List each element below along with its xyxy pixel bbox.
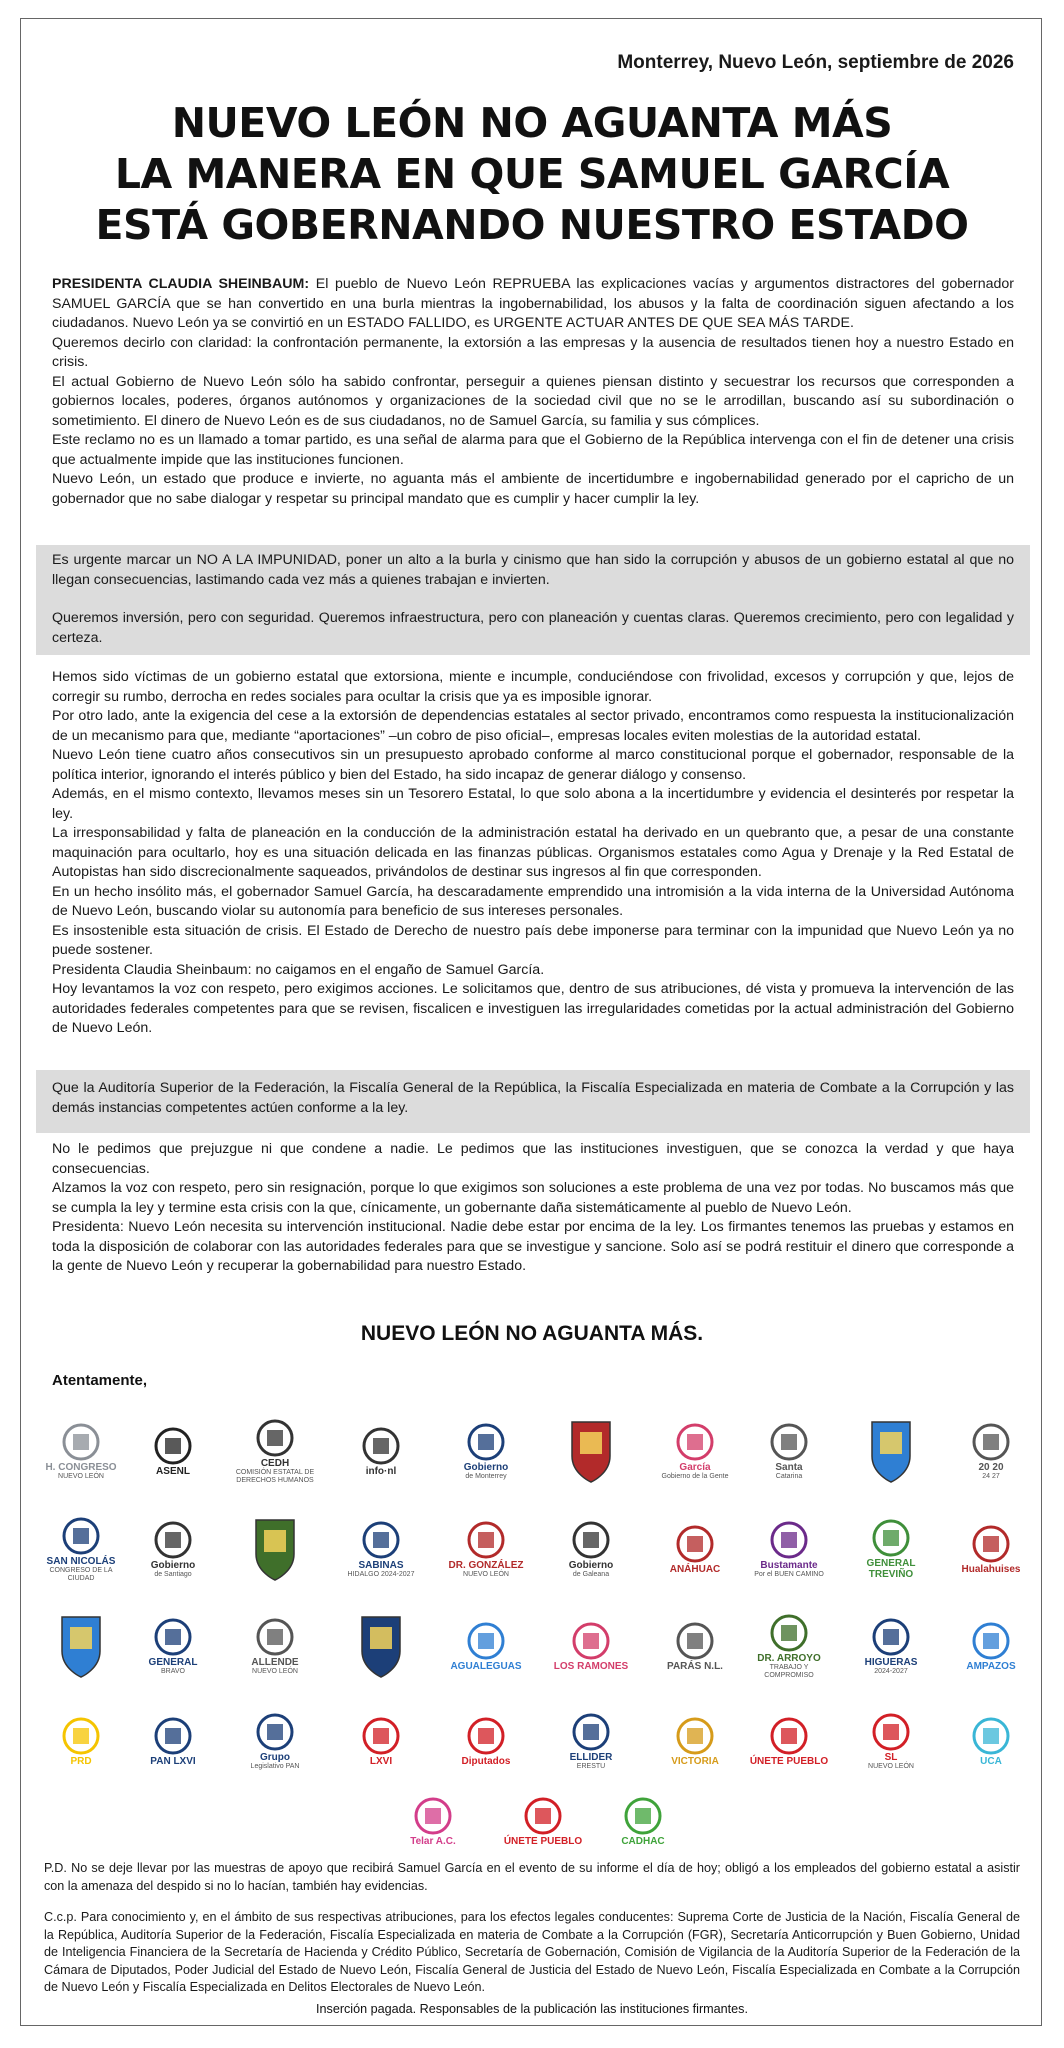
logo-asenl bbox=[130, 1410, 216, 1492]
logo-h-congreso bbox=[38, 1410, 124, 1492]
logo-title: ANÁHUAC bbox=[669, 1563, 721, 1575]
san-pedro-icon bbox=[868, 1416, 914, 1486]
logo-cedh bbox=[232, 1410, 318, 1492]
logo-title: VICTORIA bbox=[671, 1755, 719, 1767]
sabinas-ayto-icon bbox=[58, 1611, 104, 1681]
logo-title: UCA bbox=[980, 1755, 1002, 1767]
logo-title: ÚNETE PUEBLO bbox=[503, 1835, 583, 1847]
logo-title: Santa bbox=[775, 1461, 803, 1473]
ampazos-icon bbox=[968, 1621, 1014, 1661]
logo-title: SL bbox=[884, 1751, 898, 1763]
headline bbox=[0, 98, 1064, 251]
logo-subtitle: de Santiago bbox=[154, 1570, 192, 1578]
logo-title: Hualahuises bbox=[961, 1563, 1021, 1575]
grupo-legislativo-pan-icon bbox=[252, 1712, 298, 1752]
ccp bbox=[44, 1909, 1020, 1997]
pan-lxvi-icon bbox=[150, 1716, 196, 1756]
middle-paragraph: Presidenta Claudia Sheinbaum: no caigamos en el engaño de Samuel García. bbox=[52, 961, 545, 978]
intro-section bbox=[52, 275, 1014, 509]
unete-pueblo-icon bbox=[766, 1716, 812, 1756]
intro-lead-bold: PRESIDENTA CLAUDIA SHEINBAUM: bbox=[52, 276, 310, 292]
logo-subtitle: de Monterrey bbox=[465, 1472, 507, 1480]
pd-text: P.D. No se deje llevar por las muestras de apoyo que recibirá Samuel García en el evento de su informe el día de hoy; obligó a los empleados del gobierno estatal a asistir con la amenaza del despido si no lo hacían, también hay evidencias. bbox=[44, 1861, 1020, 1893]
logo-san-pedro bbox=[848, 1410, 934, 1492]
pri-lxvi-icon bbox=[358, 1716, 404, 1756]
logo-gobierno-monterrey bbox=[443, 1410, 529, 1492]
logo-title: info·nl bbox=[365, 1465, 397, 1477]
logo-title: 20 20 bbox=[978, 1461, 1004, 1473]
middle-paragraph: Hemos sido víctimas de un gobierno estatal que extorsiona, miente e incumple, conduciéndose con frivolidad, excesos y corrupción y que, lejos de corregir su rumbo, derrocha en redes sociales para ocultar la crisis que ya es imposible ignorar. bbox=[52, 669, 1014, 705]
ccp-text: C.c.p. Para conocimiento y, en el ámbito de sus respectivas atribuciones, para los efectos legales conducentes: Suprema Corte de Justicia de la Nación, Fiscalía General de la República, Auditoría Superior de la Federación, Fiscalía Especializada en materia de Combate a la Corrupción (FGR), Secretaría Anticorrupción y Buen Gobierno, Unidad de Inteligencia Financiera de la Secretaría de Hacienda y Crédito Público, Secretaría de Gobernación, Comisión de Vigilancia de la Auditoría Superior de la Federación de la Cámara de Diputados, Poder Judicial del Estado de Nuevo León, Fiscalía General de Justicia del Estado de Nuevo León, Fiscalía Especializada en Combate a la Corrupción de Nuevo León y Fiscalía Especializada en Delitos Electorales de Nuevo León. bbox=[44, 1910, 1020, 1994]
middle-paragraph: La irresponsabilidad y falta de planeación en la conducción de la administración estatal ha derivado en un quebranto que, a pesar de una constante maquinación para ocultarlo, hoy es una situación delicada en las finanzas públicas. Organismos estatales como Agua y Drenaje y la Red Estatal de Autopistas han sido discrecionalmente saqueados, privándolos de destinar sus ingresos al fin que corresponden. bbox=[52, 825, 1014, 880]
logo-title: AMPAZOS bbox=[966, 1660, 1016, 1672]
logo-subtitle: Por el BUEN CAMINO bbox=[754, 1570, 824, 1578]
logo-title: Diputados bbox=[461, 1755, 511, 1767]
logo-unete-pueblo bbox=[746, 1700, 832, 1782]
logo-title: Grupo bbox=[260, 1751, 290, 1763]
asenl-icon bbox=[150, 1426, 196, 1466]
bustamante-icon bbox=[766, 1520, 812, 1560]
h-congreso-icon bbox=[58, 1422, 104, 1462]
dateline: Monterrey, Nuevo León, septiembre de 2026 bbox=[617, 52, 1014, 73]
general-trevino-icon bbox=[868, 1518, 914, 1558]
logo-subtitle: TRABAJO Y COMPROMISO bbox=[764, 1663, 814, 1679]
logo-title: HIGUERAS bbox=[864, 1656, 918, 1668]
intro-paragraph: Nuevo León, un estado que produce e invierte, no aguanta más el ambiente de incertidumbre e ingobernabilidad generado por el capricho de un gobernador que no sabe dialogar y respetar su principal mandato que es cumplir y hacer cumplir la ley. bbox=[52, 471, 1014, 507]
logo-info-nl bbox=[338, 1410, 424, 1492]
logo-title: Gobierno bbox=[568, 1559, 614, 1571]
logo-title: ASENL bbox=[156, 1465, 190, 1477]
logo-san-nicolas bbox=[38, 1508, 124, 1590]
logo-sabinas-hidalgo bbox=[338, 1508, 424, 1590]
intro-lead-paragraph bbox=[52, 275, 1014, 334]
logo-subtitle: NUEVO LEÓN bbox=[868, 1762, 914, 1770]
logo-hualahuises bbox=[948, 1508, 1034, 1590]
logo-subtitle: NUEVO LEÓN bbox=[58, 1472, 104, 1480]
logo-prd bbox=[38, 1700, 124, 1782]
logo-subtitle: ERESTU bbox=[576, 1762, 606, 1770]
escudo-azul-icon bbox=[358, 1611, 404, 1681]
logo-dr-arroyo bbox=[746, 1605, 832, 1687]
agualeguas-icon bbox=[463, 1621, 509, 1661]
closing-paragraph: No le pedimos que prejuzgue ni que condene a nadie. Le pedimos que las instituciones investiguen, que se conozca la verdad y que haya consecuencias. bbox=[52, 1141, 1014, 1177]
closing-section bbox=[52, 1140, 1014, 1277]
logo-paras bbox=[652, 1605, 738, 1687]
logo-general-trevino bbox=[848, 1508, 934, 1590]
galeana-icon bbox=[568, 1520, 614, 1560]
logo-title: Gobierno bbox=[463, 1461, 509, 1473]
logo-title: Telar A.C. bbox=[410, 1835, 456, 1847]
logo-higueras bbox=[848, 1605, 934, 1687]
logo-title: LOS RAMONES bbox=[553, 1660, 629, 1672]
logo-escudo-verde bbox=[232, 1508, 318, 1590]
logo-ampazos bbox=[948, 1605, 1034, 1687]
middle-paragraph: Además, en el mismo contexto, llevamos meses sin un Tesorero Estatal, lo que solo abona a la incertidumbre y evidencia el desinterés por respetar la ley. bbox=[52, 786, 1014, 822]
diputados-icon bbox=[463, 1716, 509, 1756]
escudo-nl-icon bbox=[568, 1416, 614, 1486]
logo-telar bbox=[390, 1780, 476, 1862]
sl-nuevo-leon-icon bbox=[868, 1712, 914, 1752]
logo-escudo-azul bbox=[338, 1605, 424, 1687]
paid-insertion-note: Inserción pagada. Responsables de la publicación las instituciones firmantes. bbox=[316, 2002, 748, 2016]
logo-subtitle: Gobierno de la Gente bbox=[661, 1472, 729, 1480]
middle-section bbox=[52, 668, 1014, 1039]
logo-subtitle: 24 27 bbox=[982, 1472, 1000, 1480]
gobierno-santiago-icon bbox=[150, 1520, 196, 1560]
logo-title: SAN NICOLÁS bbox=[46, 1555, 116, 1567]
logo-title: ÚNETE PUEBLO bbox=[749, 1755, 829, 1767]
logo-title: ELLIDER bbox=[569, 1751, 613, 1763]
middle-paragraph: En un hecho insólito más, el gobernador Samuel García, ha descaradamente emprendido una intromisión a la vida interna de la Universidad Autónoma de Nuevo León, buscando violar su autonomía para beneficio de sus intereses personales. bbox=[52, 883, 1014, 919]
logo-garcia bbox=[652, 1410, 738, 1492]
anahuac-icon bbox=[672, 1524, 718, 1564]
2024-2027-icon bbox=[968, 1422, 1014, 1462]
logo-sl-nuevo-leon bbox=[848, 1700, 934, 1782]
logo-cadhac bbox=[600, 1780, 686, 1862]
unete-pueblo-2-icon bbox=[520, 1796, 566, 1836]
highlight-box-2 bbox=[36, 1070, 1030, 1133]
middle-paragraph: Hoy levantamos la voz con respeto, pero exigimos acciones. Le solicitamos que, dentro de sus atribuciones, dé vista y promueva la intervención de las autoridades federales competentes para que se revisen, fiscalicen e investiguen las irregularidades cometidas por la actual administración del Gobierno de Nuevo León. bbox=[52, 981, 1014, 1036]
santa-catarina-icon bbox=[766, 1422, 812, 1462]
logo-bustamante bbox=[746, 1508, 832, 1590]
highlight-paragraph: Que la Auditoría Superior de la Federación, la Fiscalía General de la República, la Fiscalía Especializada en materia de Combate a la Corrupción y las demás instancias competentes actúen conforme a la ley. bbox=[52, 1080, 1014, 1116]
san-nicolas-icon bbox=[58, 1516, 104, 1556]
logo-title: ALLENDE bbox=[251, 1656, 299, 1668]
logo-title: SABINAS bbox=[358, 1559, 404, 1571]
logo-unete-pueblo-2 bbox=[500, 1780, 586, 1862]
higueras-icon bbox=[868, 1617, 914, 1657]
logo-diputados bbox=[443, 1700, 529, 1782]
logo-agualeguas bbox=[443, 1605, 529, 1687]
headline-line-2: LA MANERA EN QUE SAMUEL GARCÍA bbox=[114, 150, 950, 198]
el-lider-eres-tu-icon bbox=[568, 1712, 614, 1752]
closing-paragraph: Alzamos la voz con respeto, pero sin resignación, porque lo que exigimos son soluciones a este problema de una vez por todas. No buscamos más que se cumpla la ley y termine esta crisis con la que, cínicamente, un gobernante daña sistemáticamente al pueblo de Nuevo León. bbox=[52, 1180, 1014, 1216]
logo-subtitle: Legislativo PAN bbox=[250, 1762, 300, 1770]
logo-el-lider-eres-tu bbox=[548, 1700, 634, 1782]
logo-subtitle: NUEVO LEÓN bbox=[252, 1667, 298, 1675]
logo-title: GENERAL TREVIÑO bbox=[866, 1558, 916, 1580]
los-ramones-icon bbox=[568, 1621, 614, 1661]
telar-icon bbox=[410, 1796, 456, 1836]
garcia-icon bbox=[672, 1422, 718, 1462]
logo-anahuac bbox=[652, 1508, 738, 1590]
logo-subtitle: Catarina bbox=[775, 1472, 803, 1480]
cedh-icon bbox=[252, 1418, 298, 1458]
prd-icon bbox=[58, 1716, 104, 1756]
logo-title: PAN LXVI bbox=[150, 1755, 196, 1767]
logo-title: LXVI bbox=[369, 1755, 393, 1767]
logo-santa-catarina bbox=[746, 1410, 832, 1492]
hualahuises-icon bbox=[968, 1524, 1014, 1564]
logo-victoria bbox=[652, 1700, 738, 1782]
logo-subtitle: HIDALGO 2024-2027 bbox=[347, 1570, 415, 1578]
logo-title: García bbox=[679, 1461, 711, 1473]
slogan: NUEVO LEÓN NO AGUANTA MÁS. bbox=[360, 1322, 704, 1345]
middle-paragraph: Por otro lado, ante la exigencia del cese a la extorsión de dependencias estatales al sector privado, encontramos como respuesta la institucionalización de un mecanismo para que, mediante “aportaciones” –un cobro de piso oficial–, empresas locales eviten molestias de la autoridad estatal. bbox=[52, 708, 1014, 744]
logo-escudo-nl bbox=[548, 1410, 634, 1492]
allende-icon bbox=[252, 1617, 298, 1657]
logo-general-bravo bbox=[130, 1605, 216, 1687]
victoria-icon bbox=[672, 1716, 718, 1756]
dr-arroyo-icon bbox=[766, 1613, 812, 1653]
closing-paragraph: Presidenta: Nuevo León necesita su intervención institucional. Nadie debe estar por encima de la ley. Los firmantes tenemos las pruebas y estamos en toda la disposición de colaborar con las autoridades federales para que se investigue y sancione. Solo así se podrá restituir el dinero que corresponde a la gente de Nuevo León y recuperar la gobernabilidad para nuestro Estado. bbox=[52, 1219, 1014, 1274]
logo-grupo-legislativo-pan bbox=[232, 1700, 318, 1782]
logo-gobierno-santiago bbox=[130, 1508, 216, 1590]
uca-icon bbox=[968, 1716, 1014, 1756]
logo-uca bbox=[948, 1700, 1034, 1782]
highlight-box-1 bbox=[36, 545, 1030, 655]
logo-pri-lxvi bbox=[338, 1700, 424, 1782]
intro-paragraph: El actual Gobierno de Nuevo León sólo ha sabido confrontar, perseguir a quienes piensan distinto y secuestrar los recursos que corresponden a gobiernos locales, poderes, órganos autónomos y organizaciones de la sociedad civil que no se le arrodillan, buscando así su subordinación o sometimiento. El dinero de Nuevo León es de sus ciudadanos, no de Samuel García, su familia y sus cómplices. bbox=[52, 373, 1014, 429]
cadhac-icon bbox=[620, 1796, 666, 1836]
logo-title: DR. GONZÁLEZ bbox=[448, 1559, 524, 1571]
postdata bbox=[44, 1860, 1020, 1895]
intro-paragraph: Este reclamo no es un llamado a tomar partido, es una señal de alarma para que el Gobierno de la República intervenga con el fin de detener una crisis que actualmente impide que las instituciones funcionen. bbox=[52, 432, 1014, 468]
logo-dr-gonzalez bbox=[443, 1508, 529, 1590]
logo-title: H. CONGRESO bbox=[45, 1461, 117, 1473]
logo-subtitle: de Galeana bbox=[572, 1570, 610, 1578]
atentamente: Atentamente, bbox=[52, 1372, 148, 1389]
logo-title: AGUALEGUAS bbox=[450, 1660, 522, 1672]
logo-galeana bbox=[548, 1508, 634, 1590]
logo-subtitle: 2024-2027 bbox=[874, 1667, 908, 1675]
logo-title: GENERAL bbox=[148, 1656, 198, 1668]
intro-lead-text: El pueblo de Nuevo León REPRUEBA las explicaciones vacías y argumentos distractores del gobernador SAMUEL GARCÍA que se han convertido en una burla mientras la ingobernabilidad, los abusos y la falta de coordinación siguen afectando a los ciudadanos. Nuevo León ya se convirtió en un ESTADO FALLIDO, es URGENTE ACTUAR ANTES DE QUE SEA MÁS TARDE. bbox=[52, 276, 1015, 331]
dr-gonzalez-icon bbox=[463, 1520, 509, 1560]
logo-title: Bustamante bbox=[760, 1559, 818, 1571]
logo-sabinas-ayto bbox=[38, 1605, 124, 1687]
middle-paragraph: Es insostenible esta situación de crisis. El Estado de Derecho de nuestro país debe imponerse para terminar con la impunidad que Nuevo León ya no puede sostener. bbox=[52, 922, 1014, 958]
logo-title: CEDH bbox=[260, 1457, 290, 1469]
general-bravo-icon bbox=[150, 1617, 196, 1657]
intro-paragraph: Queremos decirlo con claridad: la confrontación permanente, la extorsión a las empresas y la ausencia de resultados tienen hoy a nuestro Estado en crisis. bbox=[52, 334, 1014, 370]
info-nl-icon bbox=[358, 1426, 404, 1466]
logo-title: PARÁS N.L. bbox=[667, 1660, 723, 1672]
highlight-paragraph: Es urgente marcar un NO A LA IMPUNIDAD, poner un alto a la burla y cinismo que han sido la corrupción y abusos de un gobierno estatal al que no llegan consecuencias, lastimando cada vez más a quienes trabajan e invierten. bbox=[52, 552, 1014, 588]
logo-los-ramones bbox=[548, 1605, 634, 1687]
logo-allende bbox=[232, 1605, 318, 1687]
escudo-verde-icon bbox=[252, 1514, 298, 1584]
logo-title: CADHAC bbox=[621, 1835, 665, 1847]
middle-paragraph: Nuevo León tiene cuatro años consecutivos sin un presupuesto aprobado conforme al marco constitucional porque el gobernador, responsable de la política interior, ignorando el interés público y bien del Estado, ha sido incapaz de generar diálogo y consenso. bbox=[52, 747, 1014, 783]
logo-title: Gobierno bbox=[150, 1559, 196, 1571]
logo-subtitle: COMISIÓN ESTATAL DE DERECHOS HUMANOS bbox=[235, 1468, 315, 1484]
logo-subtitle: NUEVO LEÓN bbox=[463, 1570, 509, 1578]
sabinas-hidalgo-icon bbox=[358, 1520, 404, 1560]
highlight-paragraph: Queremos inversión, pero con seguridad. Queremos infraestructura, pero con planeación y cuentas claras. Queremos crecimiento, pero con legalidad y certeza. bbox=[52, 610, 1014, 646]
logo-title: DR. ARROYO bbox=[757, 1652, 821, 1664]
gobierno-monterrey-icon bbox=[463, 1422, 509, 1462]
paras-icon bbox=[672, 1621, 718, 1661]
headline-line-1: NUEVO LEÓN NO AGUANTA MÁS bbox=[171, 99, 893, 147]
logo-subtitle: CONGRESO DE LA CIUDAD bbox=[49, 1566, 113, 1582]
logo-subtitle: BRAVO bbox=[161, 1667, 185, 1675]
logo-pan-lxvi bbox=[130, 1700, 216, 1782]
logo-2024-2027 bbox=[948, 1410, 1034, 1492]
headline-line-3: ESTÁ GOBERNANDO NUESTRO ESTADO bbox=[95, 201, 969, 249]
logo-title: PRD bbox=[70, 1755, 92, 1767]
